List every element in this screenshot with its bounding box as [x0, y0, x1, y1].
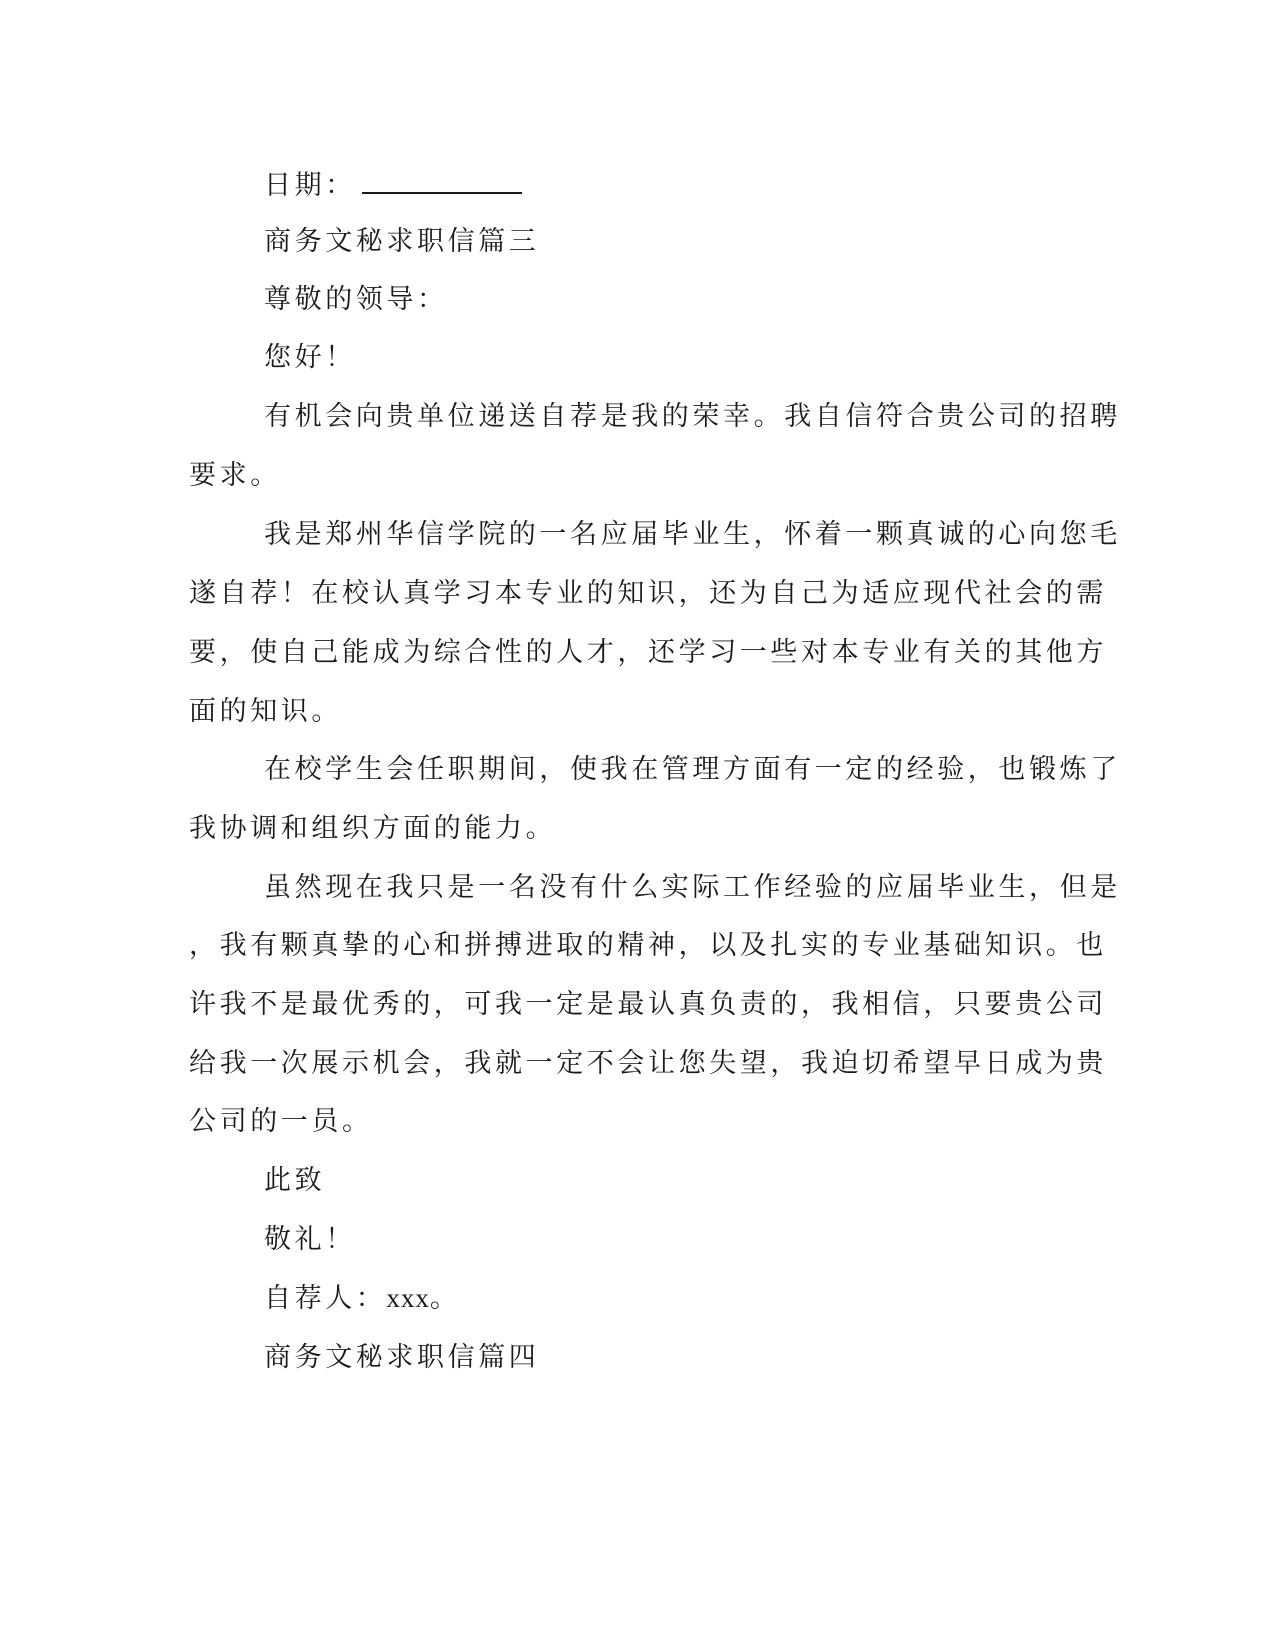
paragraph-line: 公司的一员。 [189, 1106, 373, 1137]
paragraph-line: 许我不是最优秀的，可我一定是最认真负责的，我相信，只要贵公司 [189, 989, 1107, 1020]
date-label: 日期： [264, 170, 356, 201]
salutation: 尊敬的领导： [264, 284, 448, 315]
signature-end: 。 [429, 1283, 461, 1314]
closing-line-2: 敬礼！ [264, 1224, 356, 1255]
signature-line [264, 1285, 461, 1312]
section-heading-3: 商务文秘求职信篇三 [264, 226, 540, 257]
greeting: 您好！ [264, 342, 356, 373]
closing-line-1: 此致 [264, 1165, 326, 1196]
paragraph-line: ，我有颗真挚的心和拼搏进取的精神，以及扎实的专业基础知识。也 [189, 930, 1107, 961]
signature-name: xxx [386, 1283, 430, 1313]
paragraph-line: 我是郑州华信学院的一名应届毕业生，怀着一颗真诚的心向您毛 [264, 519, 1121, 550]
date-line [264, 170, 522, 199]
date-blank-underline [362, 170, 522, 194]
section-heading-4: 商务文秘求职信篇四 [264, 1342, 540, 1373]
paragraph-line: 在校学生会任职期间，使我在管理方面有一定的经验，也锻炼了 [264, 754, 1121, 785]
paragraph-line: 有机会向贵单位递送自荐是我的荣幸。我自信符合贵公司的招聘 [264, 401, 1121, 432]
paragraph-line: 我协调和组织方面的能力。 [189, 813, 557, 844]
paragraph-line: 面的知识。 [189, 696, 342, 727]
signature-label: 自荐人： [264, 1283, 387, 1314]
paragraph-line: 给我一次展示机会，我就一定不会让您失望，我迫切希望早日成为贵 [189, 1048, 1107, 1079]
paragraph-line: 虽然现在我只是一名没有什么实际工作经验的应届毕业生，但是 [264, 872, 1121, 903]
paragraph-line: 要，使自己能成为综合性的人才，还学习一些对本专业有关的其他方 [189, 637, 1107, 668]
paragraph-line: 遂自荐！在校认真学习本专业的知识，还为自己为适应现代社会的需 [189, 578, 1107, 609]
paragraph-line: 要求。 [189, 460, 281, 491]
